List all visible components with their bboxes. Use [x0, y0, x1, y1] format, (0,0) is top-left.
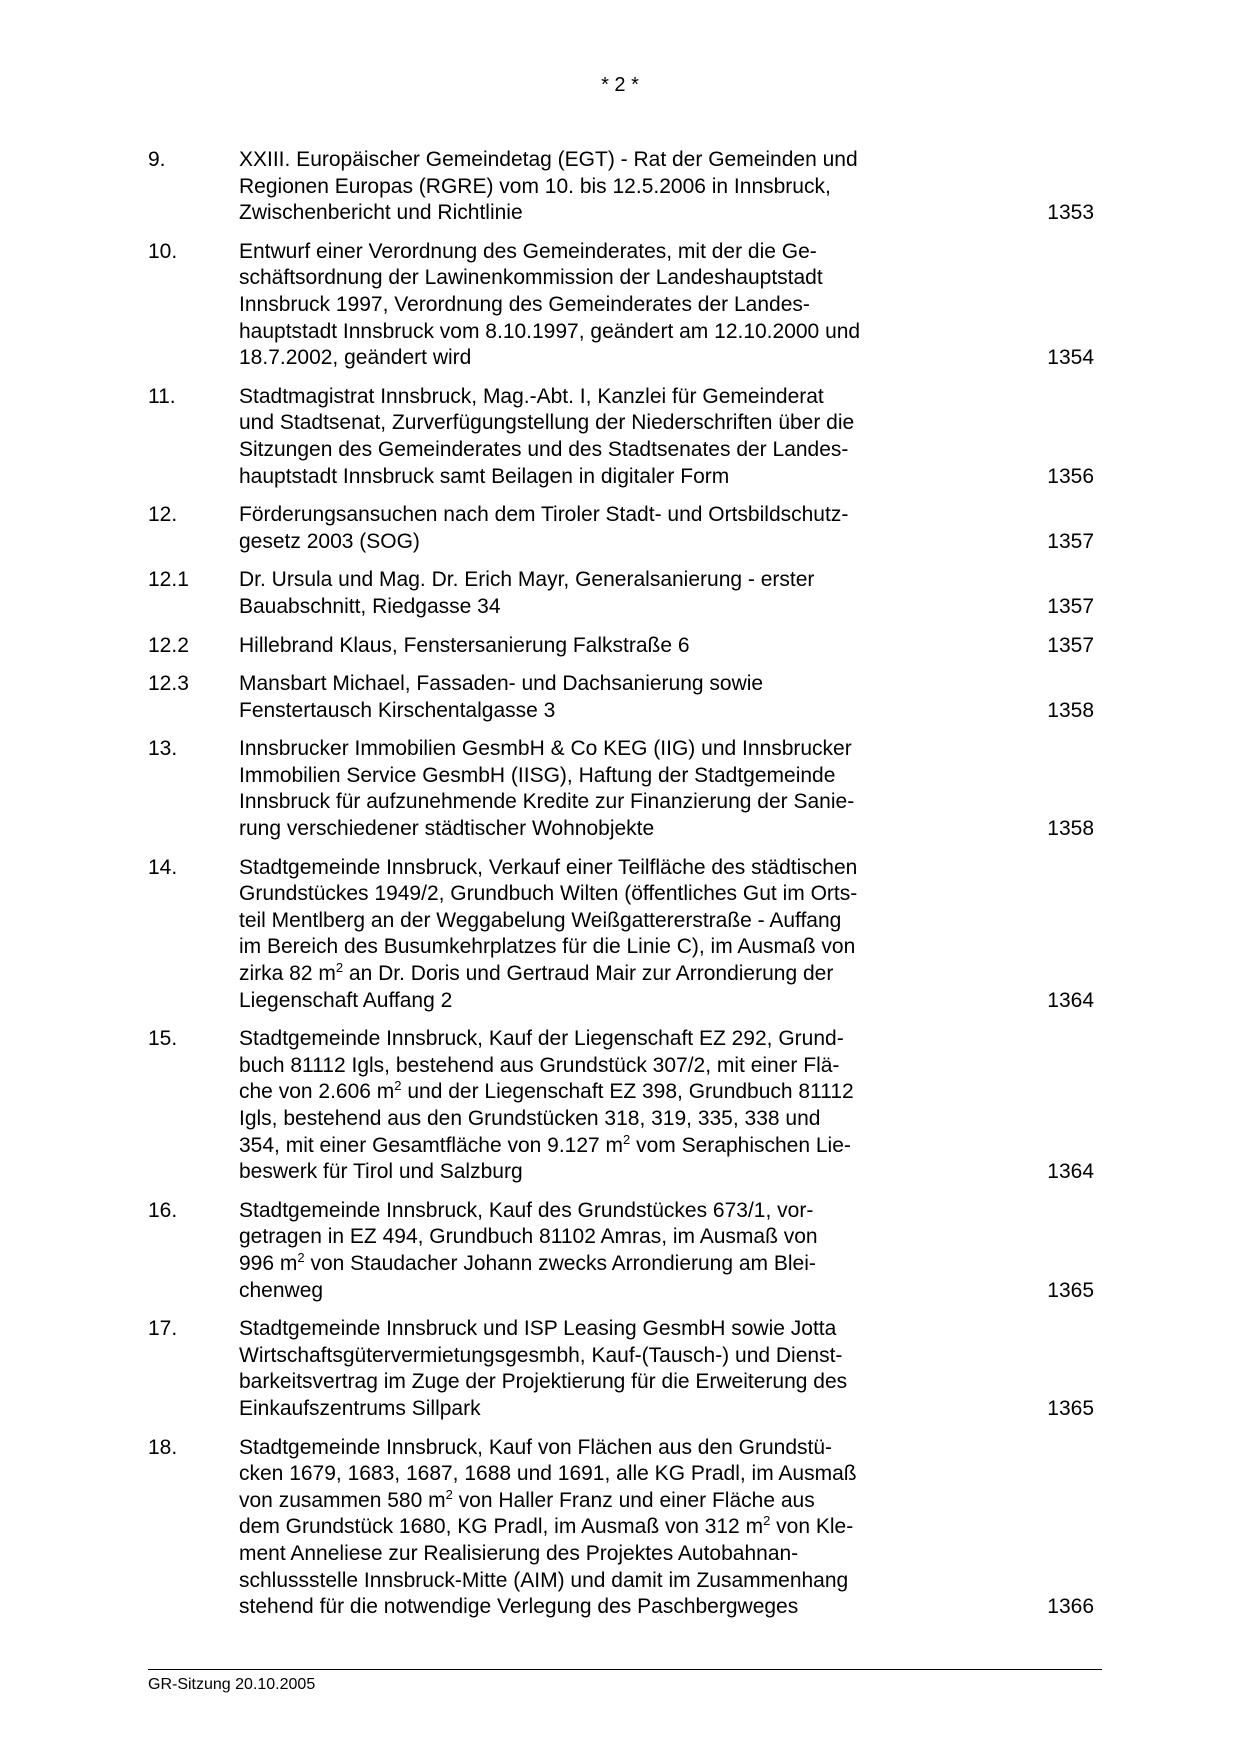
footer-session-date: GR-Sitzung 20.10.2005: [148, 1676, 316, 1693]
agenda-item-line: und Stadtsenat, Zurverfügungstellung der Niederschriften über die: [239, 411, 855, 435]
agenda-item-line: hauptstadt Innsbruck samt Beilagen in digitaler Form: [239, 464, 730, 488]
agenda-item-line: barkeitsvertrag im Zuge der Projektierung für die Erweiterung des: [239, 1370, 848, 1394]
agenda-item-number: 12.1: [148, 568, 189, 592]
agenda-item-line: im Bereich des Busumkehrplatzes für die Linie C), im Ausmaß von: [239, 935, 856, 959]
agenda-item-number: 13.: [148, 737, 178, 761]
agenda-item: [148, 384, 1098, 490]
agenda-item-page: 1356: [1047, 464, 1094, 488]
agenda-item-page: 1353: [1047, 201, 1094, 225]
agenda-item: [148, 671, 1098, 724]
agenda-item-title: [239, 671, 919, 724]
agenda-item-title: [239, 384, 919, 490]
agenda-item: [148, 239, 1098, 372]
agenda-item-number: 11.: [148, 384, 176, 408]
page-number: * 2 *: [601, 74, 639, 96]
agenda-item-page: 1364: [1047, 1160, 1094, 1184]
agenda-item-line: Förderungsansuchen nach dem Tiroler Stadt- und Ortsbildschutz-: [239, 503, 849, 527]
agenda-item-line: Stadtgemeinde Innsbruck, Kauf von Flächen aus den Grundstü-: [239, 1435, 833, 1459]
agenda-item-line: Immobilien Service GesmbH (IISG), Haftung der Stadtgemeinde: [239, 763, 836, 787]
agenda-item-number: 12.2: [148, 633, 189, 657]
agenda-item: [148, 1026, 1098, 1186]
agenda-item: [148, 1316, 1098, 1422]
agenda-item-line: schlussstelle Innsbruck-Mitte (AIM) und damit im Zusammenhang: [239, 1568, 849, 1592]
agenda-item: [148, 855, 1098, 1015]
agenda-item-line: Innsbruck 1997, Verordnung des Gemeinderates der Landes-: [239, 292, 810, 316]
agenda-item-line: Stadtgemeinde Innsbruck, Verkauf einer Teilfläche des städtischen: [239, 855, 858, 879]
agenda-item-line: zirka 82 $m^2$ an Dr. Doris und Gertraud Mair zur Arrondierung der: [239, 960, 834, 986]
agenda-item-title: [239, 855, 919, 1015]
agenda-item-title: [239, 147, 919, 227]
agenda-item-line: Entwurf einer Verordnung des Gemeinderates, mit der die Ge-: [239, 239, 817, 263]
agenda-item-title: [239, 1026, 919, 1186]
agenda-item-line: gesetz 2003 (SOG): [239, 529, 420, 553]
agenda-item: [148, 1435, 1098, 1621]
agenda-item: [148, 502, 1098, 555]
agenda-item-line: Hillebrand Klaus, Fenstersanierung Falkstraße 6: [239, 633, 690, 657]
agenda-item-page: 1365: [1047, 1278, 1094, 1302]
agenda-item-line: Einkaufszentrums Sillpark: [239, 1396, 481, 1420]
agenda-item-line: cken 1679, 1683, 1687, 1688 und 1691, alle KG Pradl, im Ausmaß: [239, 1462, 857, 1486]
agenda-item-title: [239, 633, 919, 660]
agenda-item-line: beswerk für Tirol und Salzburg: [239, 1160, 523, 1184]
agenda-item-line: 996 $m^2$ von Staudacher Johann zwecks Arrondierung am Blei-: [239, 1249, 816, 1275]
agenda-item-number: 10.: [148, 239, 178, 263]
agenda-item-line: schäftsordnung der Lawinenkommission der Landeshauptstadt: [239, 266, 823, 290]
agenda-item-line: Mansbart Michael, Fassaden- und Dachsanierung sowie: [239, 672, 764, 696]
agenda-item-number: 15.: [148, 1027, 178, 1051]
agenda-item-page: 1357: [1047, 633, 1094, 657]
agenda-item-line: stehend für die notwendige Verlegung des Paschbergweges: [239, 1595, 799, 1619]
agenda-item-page: 1358: [1047, 817, 1094, 841]
agenda-item-line: Fenstertausch Kirschentalgasse 3: [239, 698, 556, 722]
agenda-item-line: che von 2.606 $m^2$ und der Liegenschaft EZ 398, Grundbuch 81112: [239, 1078, 854, 1104]
agenda-item-title: [239, 502, 919, 555]
agenda-item-line: 354, mit einer Gesamtfläche von 9.127 $m^2$ vom Seraphischen Lie-: [239, 1131, 851, 1157]
agenda-item-line: von zusammen 580 $m^2$ von Haller Franz und einer Fläche aus: [239, 1486, 815, 1512]
agenda-item-line: Stadtgemeinde Innsbruck, Kauf der Liegenschaft EZ 292, Grund-: [239, 1027, 844, 1051]
agenda-item-line: teil Mentlberg an der Weggabelung Weißgattererstraße - Auffang: [239, 908, 842, 932]
agenda-item-page: 1357: [1047, 594, 1094, 618]
agenda-item-number: 14.: [148, 855, 178, 879]
agenda-item-line: Stadtgemeinde Innsbruck und ISP Leasing GesmbH sowie Jotta: [239, 1317, 837, 1341]
agenda-item-line: Innsbruck für aufzunehmende Kredite zur Finanzierung der Sanie-: [239, 790, 855, 814]
agenda-item-line: Dr. Ursula und Mag. Dr. Erich Mayr, Generalsanierung - erster: [239, 568, 815, 592]
agenda-item: [148, 633, 1098, 660]
agenda-item-number: 9.: [148, 148, 166, 171]
agenda-item-page: 1364: [1047, 988, 1094, 1012]
agenda-item-page: 1358: [1047, 698, 1094, 722]
agenda-item-number: 12.3: [148, 672, 189, 696]
agenda-item: [148, 1198, 1098, 1304]
agenda-item-line: Igls, bestehend aus den Grundstücken 318, 319, 335, 338 und: [239, 1107, 821, 1130]
agenda-item: [148, 567, 1098, 620]
agenda-item-number: 12.: [148, 503, 178, 527]
agenda-item-page: 1354: [1047, 346, 1094, 370]
agenda-item-line: Liegenschaft Auffang 2: [239, 988, 453, 1012]
agenda-item-line: Innsbrucker Immobilien GesmbH & Co KEG (IIG) und Innsbrucker: [239, 737, 852, 761]
agenda-item-title: [239, 567, 919, 620]
agenda-item-line: buch 81112 Igls, bestehend aus Grundstück 307/2, mit einer Flä-: [239, 1053, 840, 1077]
agenda-item-line: Wirtschaftsgütervermietungsgesmbh, Kauf-(Tausch-) und Dienst-: [239, 1343, 843, 1367]
agenda-item-line: ment Anneliese zur Realisierung des Projektes Autobahnan-: [239, 1541, 799, 1565]
agenda-list: [148, 147, 1098, 1633]
agenda-item-line: Zwischenbericht und Richtlinie: [239, 201, 523, 225]
agenda-item-line: XXIII. Europäischer Gemeindetag (EGT) - Rat der Gemeinden und: [239, 148, 858, 171]
agenda-item-title: [239, 1316, 919, 1422]
agenda-item-title: [239, 239, 919, 372]
agenda-item-number: 17.: [148, 1317, 178, 1341]
agenda-item-line: 18.7.2002, geändert wird: [239, 346, 472, 370]
agenda-item-line: Stadtmagistrat Innsbruck, Mag.-Abt. I, Kanzlei für Gemeinderat: [239, 384, 824, 408]
agenda-item-page: 1365: [1047, 1396, 1094, 1420]
agenda-item-line: rung verschiedener städtischer Wohnobjekte: [239, 817, 655, 841]
agenda-item-line: Stadtgemeinde Innsbruck, Kauf des Grundstückes 673/1, vor-: [239, 1198, 814, 1222]
agenda-item-title: [239, 1198, 919, 1304]
agenda-item-page: 1366: [1047, 1595, 1094, 1619]
footer-divider: [148, 1669, 1102, 1670]
agenda-item-page: 1357: [1047, 529, 1094, 553]
agenda-item: [148, 736, 1098, 842]
agenda-item-line: Bauabschnitt, Riedgasse 34: [239, 594, 501, 618]
agenda-item-line: hauptstadt Innsbruck vom 8.10.1997, geändert am 12.10.2000 und: [239, 319, 861, 343]
agenda-item-line: getragen in EZ 494, Grundbuch 81102 Amras, im Ausmaß von: [239, 1225, 818, 1249]
agenda-item-number: 16.: [148, 1198, 178, 1222]
agenda-item-number: 18.: [148, 1435, 178, 1459]
agenda-item-title: [239, 736, 919, 842]
agenda-item: [148, 147, 1098, 227]
agenda-item-line: dem Grundstück 1680, KG Pradl, im Ausmaß von 312 $m^2$ von Kle-: [239, 1513, 854, 1539]
agenda-item-line: chenweg: [239, 1278, 324, 1302]
agenda-item-title: [239, 1435, 919, 1621]
agenda-item-line: Regionen Europas (RGRE) vom 10. bis 12.5.2006 in Innsbruck,: [239, 174, 831, 198]
agenda-item-line: Grundstückes 1949/2, Grundbuch Wilten (öffentliches Gut im Orts-: [239, 882, 858, 906]
agenda-item-line: Sitzungen des Gemeinderates und des Stadtsenates der Landes-: [239, 437, 849, 461]
